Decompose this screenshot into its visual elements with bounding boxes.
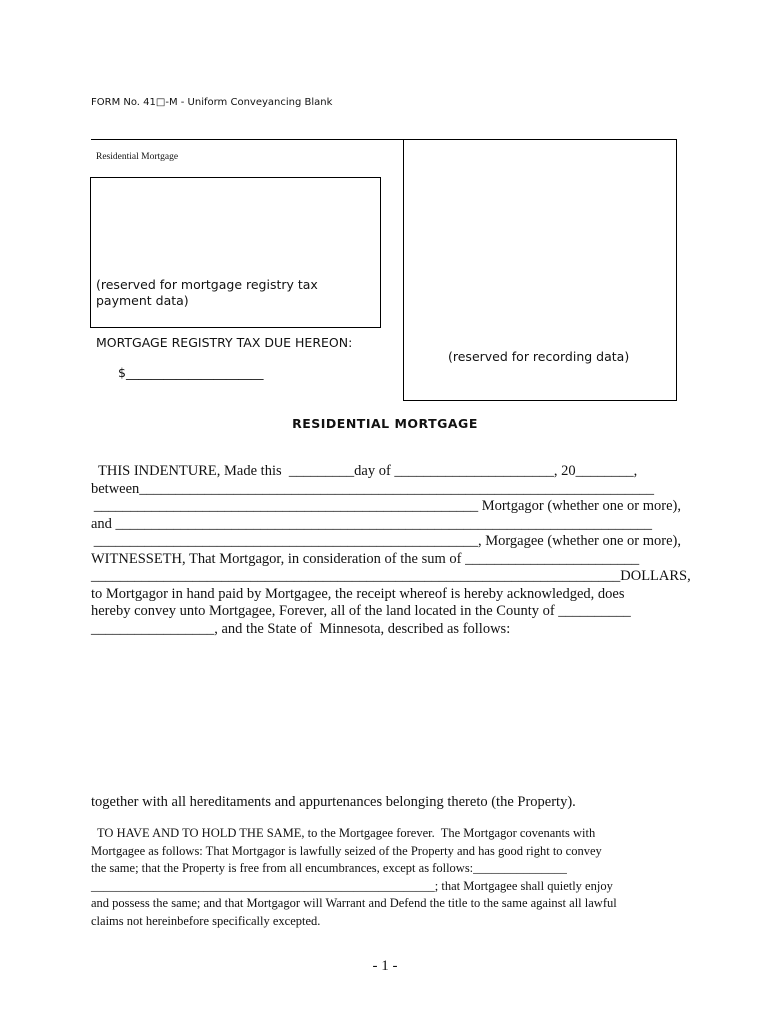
indenture-line[interactable]: THIS INDENTURE, Made this _________day of ______________________, 20________, xyxy=(91,463,638,479)
header-divider xyxy=(91,139,404,140)
habendum-line: claims not hereinbefore specifically excepted. xyxy=(91,913,321,928)
indenture-line[interactable]: WITNESSETH, That Mortgagor, in consideration of the sum of ________________________ xyxy=(91,550,640,567)
tax-due-label: MORTGAGE REGISTRY TAX DUE HEREON: xyxy=(96,335,353,350)
together-clause: together with all hereditaments and appurtenances belonging thereto (the Property). xyxy=(91,794,576,810)
indenture-line[interactable]: _________________, and the State of Minnesota, described as follows: xyxy=(91,620,511,637)
recording-reserved-text: (reserved for recording data) xyxy=(448,349,630,364)
indenture-line[interactable]: _________________________________________________________________________DOLLARS, xyxy=(91,568,691,584)
page-number: - 1 - xyxy=(372,958,398,974)
habendum-line[interactable]: _______________________________________________________; that Mortgagee shall quietly enjoy xyxy=(91,878,613,893)
indenture-line[interactable]: _____________________________________________________ Mortgagor (whether one or more), xyxy=(93,498,681,514)
habendum-paragraph xyxy=(91,825,681,930)
indenture-line[interactable]: _____________________________________________________, Morgagee (whether one or more), xyxy=(93,533,681,549)
habendum-line: Mortgagee as follows: That Mortgagor is lawfully seized of the Property and has good right to convey xyxy=(91,843,602,858)
indenture-line: to Mortgagor in hand paid by Mortgagee, the receipt whereof is hereby acknowledged, does xyxy=(91,585,625,602)
indenture-line[interactable]: hereby convey unto Mortgagee, Forever, all of the land located in the County of __________ xyxy=(91,603,631,619)
document-title: RESIDENTIAL MORTGAGE xyxy=(292,416,478,431)
tax-amount-field[interactable]: $______________________ xyxy=(118,365,264,380)
habendum-line: TO HAVE AND TO HOLD THE SAME, to the Mortgagee forever. The Mortgagor covenants with xyxy=(91,826,596,840)
indenture-paragraph xyxy=(91,463,691,638)
indenture-line[interactable]: and __________________________________________________________________________ xyxy=(91,515,653,532)
habendum-line: and possess the same; and that Mortgagor will Warrant and Defend the title to the same against all lawful xyxy=(91,896,617,910)
habendum-line[interactable]: the same; that the Property is free from all encumbrances, except as follows:_______________ xyxy=(91,861,567,875)
document-type-label: Residential Mortgage xyxy=(96,152,179,162)
indenture-line[interactable]: between_______________________________________________________________________ xyxy=(91,480,655,497)
tax-reserved-text: (reserved for mortgage registry tax payment data) xyxy=(96,277,318,308)
form-number: FORM No. 41□-M - Uniform Conveyancing Blank xyxy=(91,97,333,108)
